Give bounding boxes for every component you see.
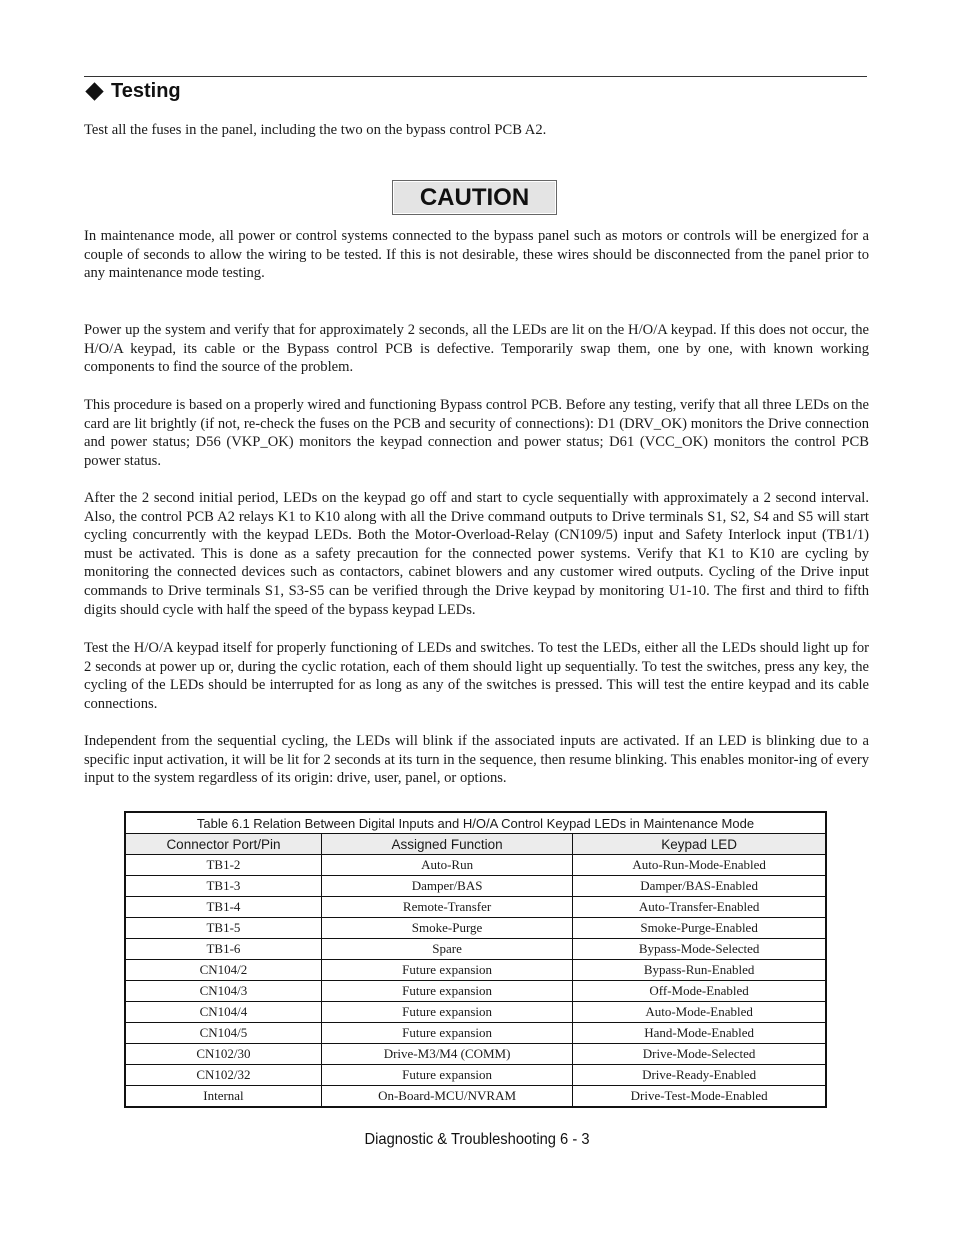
cell-function: Future expansion xyxy=(321,960,572,981)
cell-connector: TB1-5 xyxy=(125,918,321,939)
paragraph-procedure: This procedure is based on a properly wired and functioning Bypass control PCB. Before any testing, verify that all three LEDs on the card are lit brightly (if not, re-check the fuses on the PCB and security of connections): D1 (DRV_OK) monitors the Drive connection and power status; D56 (VKP_OK) monitors the keypad connection and power status; D61 (VCC_OK) monitors the control PCB power status. xyxy=(84,397,869,469)
table-row xyxy=(125,1002,826,1023)
cell-connector: CN104/3 xyxy=(125,981,321,1002)
cell-function: Drive-M3/M4 (COMM) xyxy=(321,1044,572,1065)
cell-connector: CN102/32 xyxy=(125,1065,321,1086)
cell-function: Future expansion xyxy=(321,981,572,1002)
paragraph-power-up: Power up the system and verify that for approximately 2 seconds, all the LEDs are lit on the H/O/A keypad. If this does not occur, the H/O/A keypad, its cable or the Bypass control PCB is defective. Temporarily swap them, one by one, with known working components to find the source of the problem. xyxy=(84,322,869,376)
cell-keypad-led: Bypass-Mode-Selected xyxy=(573,939,826,960)
cell-function: Damper/BAS xyxy=(321,876,572,897)
cell-connector: CN104/5 xyxy=(125,1023,321,1044)
cell-connector: CN104/2 xyxy=(125,960,321,981)
diamond-bullet-icon xyxy=(85,82,103,100)
cell-keypad-led: Drive-Ready-Enabled xyxy=(573,1065,826,1086)
table-row xyxy=(125,939,826,960)
cell-keypad-led: Off-Mode-Enabled xyxy=(573,981,826,1002)
cell-function: Spare xyxy=(321,939,572,960)
cell-function: Future expansion xyxy=(321,1065,572,1086)
cell-keypad-led: Drive-Test-Mode-Enabled xyxy=(573,1086,826,1108)
cell-keypad-led: Auto-Mode-Enabled xyxy=(573,1002,826,1023)
paragraph-keypad-test: Test the H/O/A keypad itself for properly functioning of LEDs and switches. To test the LEDs, either all the LEDs should light up for 2 seconds at power up or, during the cyclic rotation, each of them should light up sequentially. To test the switches, press any key, the cycling of the LEDs should be interrupted for as long as any of the switches is pressed. This will test the entire keypad and its cable connections. xyxy=(84,640,869,712)
led-relation-table xyxy=(124,811,827,1108)
cell-keypad-led: Hand-Mode-Enabled xyxy=(573,1023,826,1044)
header-connector: Connector Port/Pin xyxy=(125,834,321,855)
table-row xyxy=(125,981,826,1002)
table-row xyxy=(125,897,826,918)
table-row xyxy=(125,1044,826,1065)
cell-function: Future expansion xyxy=(321,1002,572,1023)
caution-text: In maintenance mode, all power or control systems connected to the bypass panel such as motors or controls will be energized for a couple of seconds to allow the wiring to be tested. If this is not desirable, these wires should be disconnected from the panel prior to any maintenance mode testing. xyxy=(84,228,869,282)
table-caption: Table 6.1 Relation Between Digital Inputs and H/O/A Control Keypad LEDs in Maintenance Mode xyxy=(125,812,826,834)
table-row xyxy=(125,876,826,897)
table-row xyxy=(125,855,826,876)
cell-connector: TB1-6 xyxy=(125,939,321,960)
cell-connector: CN102/30 xyxy=(125,1044,321,1065)
section-heading xyxy=(84,80,181,103)
intro-paragraph: Test all the fuses in the panel, including the two on the bypass control PCB A2. xyxy=(84,122,547,138)
table-row xyxy=(125,1065,826,1086)
table-row xyxy=(125,960,826,981)
cell-keypad-led: Smoke-Purge-Enabled xyxy=(573,918,826,939)
table-caption-row xyxy=(125,812,826,834)
cell-function: Smoke-Purge xyxy=(321,918,572,939)
cell-function: On-Board-MCU/NVRAM xyxy=(321,1086,572,1108)
cell-connector: TB1-2 xyxy=(125,855,321,876)
cell-connector: Internal xyxy=(125,1086,321,1108)
page-footer: Diagnostic & Troubleshooting 6 - 3 xyxy=(364,1131,590,1148)
cell-function: Auto-Run xyxy=(321,855,572,876)
paragraph-cycling: After the 2 second initial period, LEDs on the keypad go off and start to cycle sequentially with approximately a 2 second interval. Also, the control PCB A2 relays K1 to K10 along with all the Drive command outputs to Drive terminals S1, S2, S4 and S5 will start cycling concurrently with the keypad LEDs. Both the Motor-Overload-Relay (CN109/5) input and Safety Interlock input (TB1/1) must be activated. This is done as a safety precaution for the connected power systems. Verify that K1 to K10 are cycling by monitoring the connected devices such as contactors, cabinet blowers and any customer wired outputs. Cycling of the Drive input commands to Drive terminals S1, S3-S5 can be verified through the Drive keypad by monitoring U1-10. The first and third to fifth digits should cycle with half the speed of the bypass keypad LEDs. xyxy=(84,490,869,618)
cell-keypad-led: Bypass-Run-Enabled xyxy=(573,960,826,981)
cell-function: Remote-Transfer xyxy=(321,897,572,918)
top-rule xyxy=(84,76,867,77)
cell-keypad-led: Drive-Mode-Selected xyxy=(573,1044,826,1065)
cell-connector: TB1-4 xyxy=(125,897,321,918)
header-function: Assigned Function xyxy=(321,834,572,855)
paragraph-blinking: Independent from the sequential cycling, the LEDs will blink if the associated inputs are activated. If an LED is blinking due to a specific input activation, it will be lit for 2 seconds at its turn in the sequence, then resume blinking. This enables monitor-ing of every input to the system regardless of its origin: drive, user, panel, or options. xyxy=(84,733,869,787)
table-header-row xyxy=(125,834,826,855)
cell-connector: TB1-3 xyxy=(125,876,321,897)
cell-keypad-led: Auto-Transfer-Enabled xyxy=(573,897,826,918)
table-row xyxy=(125,918,826,939)
header-keypad-led: Keypad LED xyxy=(573,834,826,855)
section-title: Testing xyxy=(111,80,181,102)
cell-function: Future expansion xyxy=(321,1023,572,1044)
table-row xyxy=(125,1086,826,1108)
cell-connector: CN104/4 xyxy=(125,1002,321,1023)
cell-keypad-led: Damper/BAS-Enabled xyxy=(573,876,826,897)
caution-label: CAUTION xyxy=(392,180,557,215)
cell-keypad-led: Auto-Run-Mode-Enabled xyxy=(573,855,826,876)
table-row xyxy=(125,1023,826,1044)
